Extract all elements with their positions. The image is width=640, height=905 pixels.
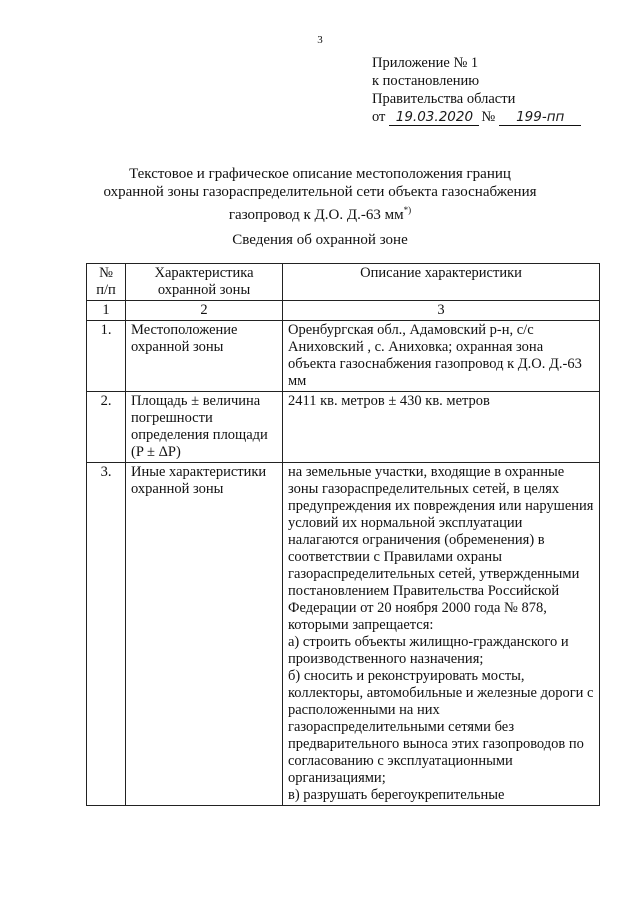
table-row: [87, 392, 600, 463]
row-characteristic: Площадь ± величина погрешности определения площади (P ± ΔP): [126, 392, 283, 463]
index-cell: 3: [283, 301, 600, 321]
table-row: [87, 321, 600, 392]
title-line-3-text: газопровод к Д.О. Д.-63 мм: [228, 207, 404, 223]
title-line-2: охранной зоны газораспределительной сети объекта газоснабжения: [103, 184, 537, 200]
zone-info-table: [86, 263, 600, 806]
appendix-header: [372, 54, 581, 126]
index-cell: 2: [126, 301, 283, 321]
row-description: [283, 463, 600, 806]
table-row: [87, 463, 600, 806]
page-number: 3: [317, 34, 323, 46]
section-subtitle: Сведения об охранной зоне: [232, 232, 408, 248]
table-index-row: [87, 301, 600, 321]
header-description: Описание характеристики: [283, 264, 600, 301]
row-description: Оренбургская обл., Адамовский р-н, с/с Аниховский , с. Аниховка; охранная зона объекта газоснабжения газопровод к Д.О. Д.-63 мм: [283, 321, 600, 392]
title-line-3: [90, 201, 550, 224]
appendix-title: Приложение № 1: [372, 55, 479, 71]
row-characteristic: Местоположение охранной зоны: [126, 321, 283, 392]
document-title: [90, 165, 550, 224]
row-characteristic: Иные характеристики охранной зоны: [126, 463, 283, 806]
appendix-government: Правительства области: [372, 91, 516, 107]
number-label: №: [481, 109, 496, 125]
title-line-1: Текстовое и графическое описание местоположения границ: [129, 166, 511, 182]
handwritten-date: 19.03.2020: [389, 110, 479, 126]
restriction-item: б) сносить и реконструировать мосты, коллекторы, автомобильные и железные дороги с расположенными на них газораспределительными сетями без предварительного выноса этих газопроводов по согласованию с эксплуатационными организациями;: [288, 668, 594, 786]
header-characteristic: Характеристика охранной зоны: [126, 264, 283, 301]
description-intro: на земельные участки, входящие в охранные зоны газораспределительных сетей, в целях предупреждения их повреждения или нарушения условий их нормальной эксплуатации налагаются ограничения (обременения) в соответствии с Правилами охраны газораспределительных сетей, утвержденными постановлением Правительства Российской Федерации от 20 ноября 2000 года № 878, которыми запрещается:: [288, 464, 594, 633]
row-number: 1.: [87, 321, 126, 392]
appendix-date-line: [372, 108, 581, 126]
from-label: от: [372, 109, 386, 125]
index-cell: 1: [87, 301, 126, 321]
footnote-mark: *): [403, 205, 412, 215]
handwritten-number: 199-пп: [499, 110, 581, 126]
restriction-item: а) строить объекты жилищно-гражданского и производственного назначения;: [288, 634, 569, 667]
header-num: № п/п: [87, 264, 126, 301]
row-number: 2.: [87, 392, 126, 463]
appendix-resolution: к постановлению: [372, 73, 480, 89]
row-description: 2411 кв. метров ± 430 кв. метров: [283, 392, 600, 463]
row-number: 3.: [87, 463, 126, 806]
restriction-item: в) разрушать берегоукрепительные: [288, 787, 505, 803]
table-header-row: [87, 264, 600, 301]
